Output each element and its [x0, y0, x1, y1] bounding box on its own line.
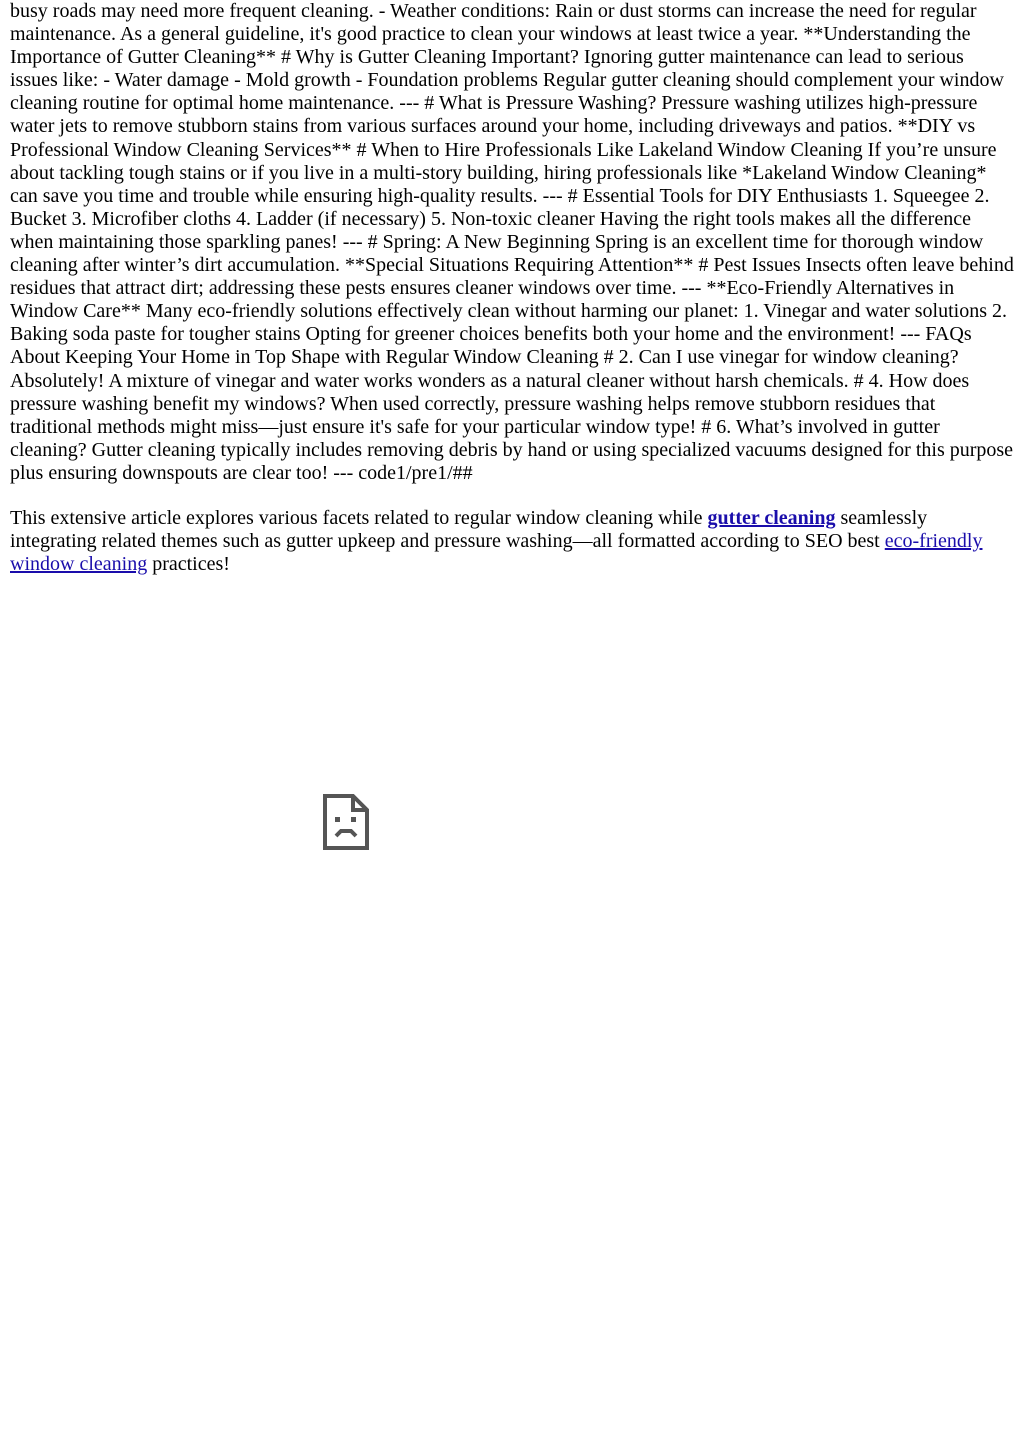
summary-text-middle: seamlessly integrating related themes such as gutter upkeep and pressure washing—all formatted according to SEO best	[10, 506, 928, 553]
article-summary-paragraph	[10, 507, 1016, 576]
summary-text-end: practices!	[147, 553, 230, 576]
article-content	[10, 0, 1016, 576]
article-body-paragraph: busy roads may need more frequent cleaning. - Weather conditions: Rain or dust storms can increase the need for regular maintenance. As a general guideline, it's good practice to clean your windows at least twice a year. **Understanding the Importance of Gutter Cleaning** # Why is Gutter Cleaning Important? Ignoring gutter maintenance can lead to serious issues like: - Water damage - Mold growth - Foundation problems Regular gutter cleaning should complement your window cleaning routine for optimal home maintenance. --- # What is Pressure Washing? Pressure washing utilizes high-pressure water jets to remove stubborn stains from various surfaces around your home, including driveways and patios. **DIY vs Professional Window Cleaning Services** # When to Hire Professionals Like Lakeland Window Cleaning If you’re unsure about tackling tough stains or if you live in a multi-story building, hiring professionals like *Lakeland Window Cleaning* can save you time and trouble while ensuring high-quality results. --- # Essential Tools for DIY Enthusiasts 1. Squeegee 2. Bucket 3. Microfiber cloths 4. Ladder (if necessary) 5. Non-toxic cleaner Having the right tools makes all the difference when maintaining those sparkling panes! --- # Spring: A New Beginning Spring is an excellent time for thorough window cleaning after winter’s dirt accumulation. **Special Situations Requiring Attention** # Pest Issues Insects often leave behind residues that attract dirt; addressing these pests ensures cleaner windows over time. --- **Eco-Friendly Alternatives in Window Care** Many eco-friendly solutions effectively clean without harming our planet: 1. Vinegar and water solutions 2. Baking soda paste for tougher stains Opting for greener choices benefits both your home and the environment! --- FAQs About Keeping Your Home in Top Shape with Regular Window Cleaning # 2. Can I use vinegar for window cleaning? Absolutely! A mixture of vinegar and water works wonders as a natural cleaner without harsh chemicals. # 4. How does pressure washing benefit my windows? When used correctly, pressure washing helps remove stubborn residues that traditional methods might miss—just ensure it's safe for your particular window type! # 6. What’s involved in gutter cleaning? Gutter cleaning typically includes removing debris by hand or using specialized vacuums designed for this purpose plus ensuring downspouts are clear too! --- code1/pre1/##	[10, 0, 1014, 484]
broken-image-icon	[322, 793, 370, 851]
summary-text-start: This extensive article explores various facets related to regular window cleaning while	[10, 506, 708, 529]
gutter-cleaning-link[interactable]: gutter cleaning	[707, 506, 836, 529]
eco-friendly-window-cleaning-link[interactable]: eco-friendly window cleaning	[10, 530, 983, 576]
